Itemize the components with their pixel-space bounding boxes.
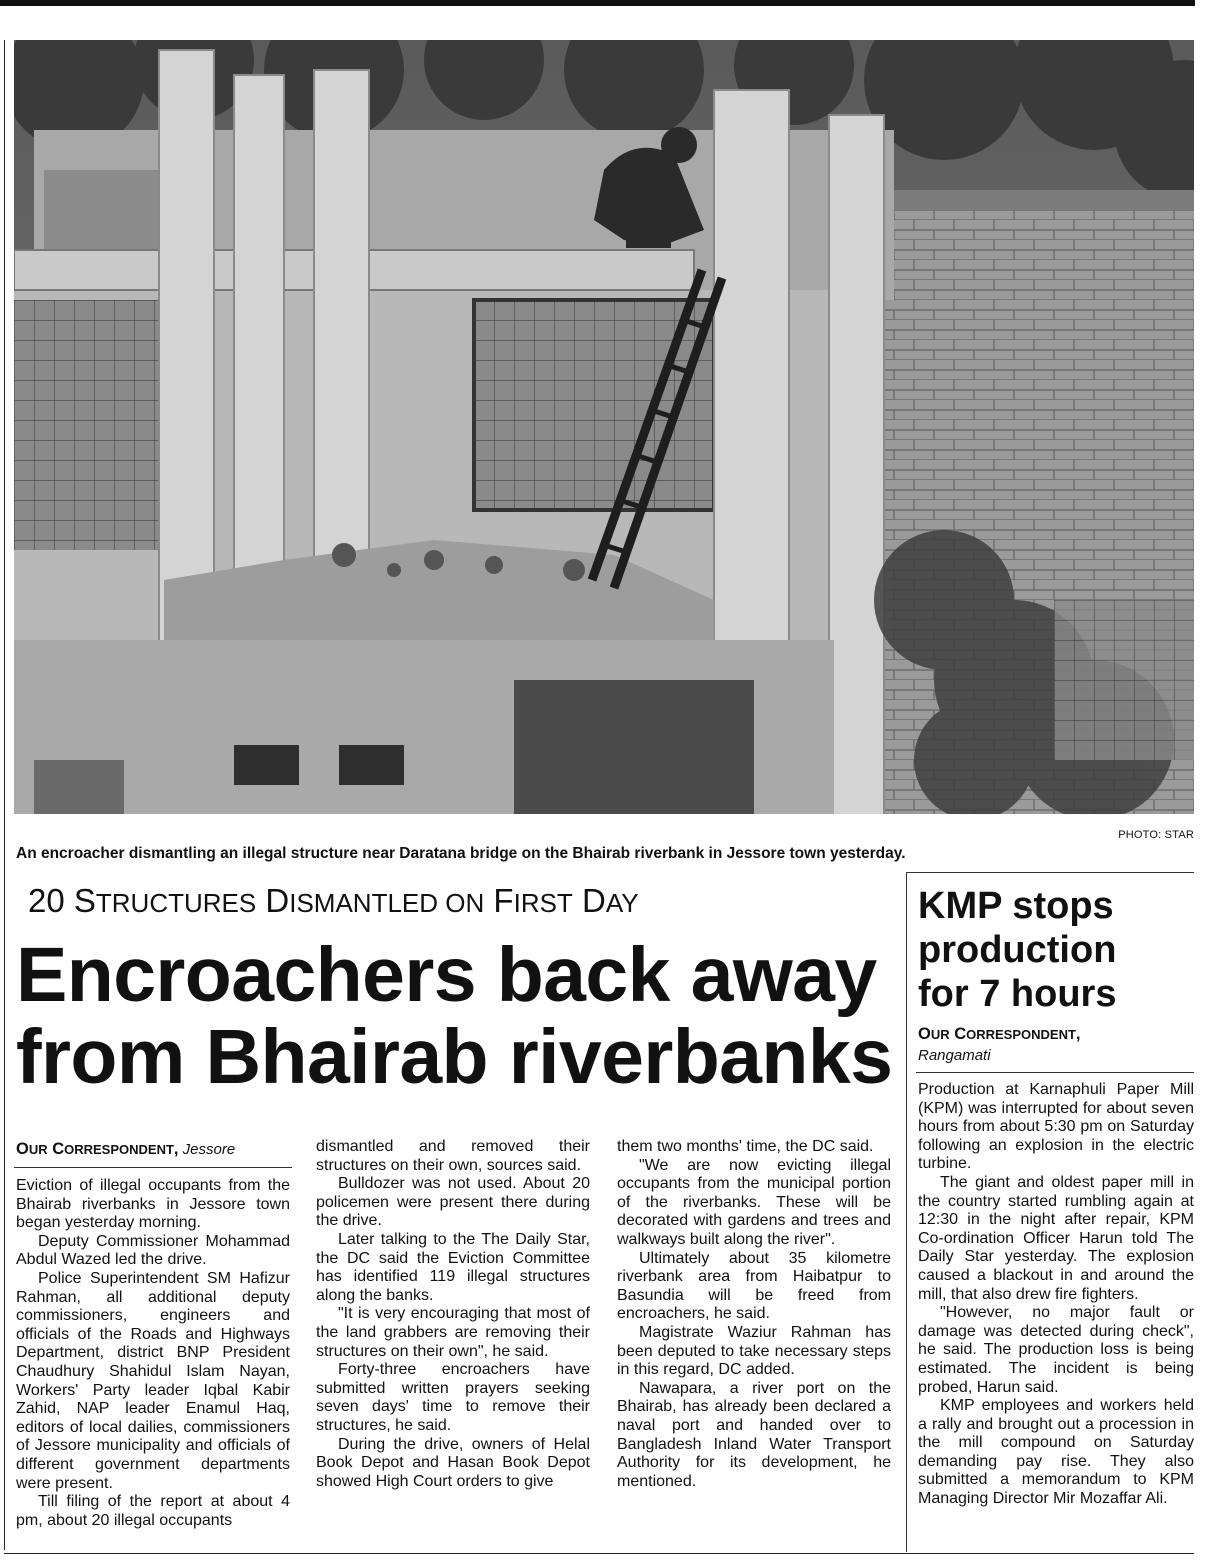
main-column-3: [617, 1138, 891, 1491]
paragraph: The giant and oldest paper mill in the country started rumbling again at 12:30 in the night after repair, KPM Co-ordination Officer Harun told The Daily Star yesterday. The explosion caused a blackout in and around the mill, that also drew fire fighters.: [918, 1173, 1194, 1303]
side-headline-line-2: production: [918, 929, 1117, 971]
main-column-2: [316, 1138, 590, 1491]
paragraph: "It is very encouraging that most of the land grabbers are removing their structures on their own", he said.: [316, 1305, 590, 1360]
paragraph: Magistrate Waziur Rahman has been deputed to take necessary steps in this regard, DC added.: [617, 1323, 891, 1379]
side-headline-line-1: KMP stops: [918, 885, 1114, 927]
side-byline-rule: [916, 1072, 1194, 1073]
side-column: [918, 1081, 1194, 1509]
paragraph: "However, no major fault or damage was detected during check", he said. The production loss is being estimated. The incident is being probed, Harun said.: [918, 1304, 1194, 1396]
paragraph: Till filing of the report at about 4 pm, about 20 illegal occupants: [16, 1493, 290, 1529]
paragraph: Bulldozer was not used. About 20 policemen were present there during the drive.: [316, 1175, 590, 1230]
doorway: [514, 680, 754, 814]
paragraph: During the drive, owners of Helal Book Depot and Hasan Book Depot showed High Court orders to give: [316, 1435, 590, 1490]
bottom-rule: [4, 1553, 1194, 1554]
side-byline: OUR CORRESPONDENT, Rangamati: [918, 1025, 1081, 1064]
main-headline: [16, 934, 892, 1098]
side-headline: [918, 884, 1116, 1016]
paragraph: Nawapara, a river port on the Bhairab, has already been declared a naval port and handed over to Bangladesh Inland Water Transport Authority for its development, he mentioned.: [617, 1379, 891, 1490]
paragraph: KMP employees and workers held a rally and brought out a procession in the mill compound on Saturday demanding pay rise. They also submitted a memorandum to KPM Managing Director Mir Mozaffar Ali.: [918, 1397, 1194, 1508]
paragraph: Forty-three encroachers have submitted written prayers seeking seven days' time to remove their structures, he said.: [316, 1361, 590, 1434]
paragraph: Police Superintendent SM Hafizur Rahman, all additional deputy commissioners, engineers and officials of the Roads and Highways Department, district BNP President Chaudhury Shahidul Islam Nayan, Workers' Party leader Iqbal Kabir Zahid, NAP leader Enamul Haq, editors of local dailies, commissioners of Jessore municipality and officials of different government departments were present.: [16, 1269, 290, 1492]
byline-rule: [14, 1167, 292, 1168]
left-border-rule: [4, 40, 5, 1550]
paragraph: Production at Karnaphuli Paper Mill (KPM) was interrupted for about seven hours from about 5:30 pm on Saturday following an explosion in the electric turbine.: [918, 1081, 1194, 1173]
column-separator: [906, 872, 907, 1552]
side-top-rule: [906, 872, 1194, 873]
main-column-1: [16, 1177, 290, 1530]
photo-credit: PHOTO: STAR: [1118, 829, 1194, 841]
side-headline-line-3: for 7 hours: [918, 973, 1117, 1015]
main-byline: OUR CORRESPONDENT, Jessore: [16, 1140, 236, 1158]
main-headline-line-1: Encroachers back away: [16, 932, 877, 1018]
paragraph: Deputy Commissioner Mohammad Abdul Wazed led the drive.: [16, 1232, 290, 1269]
top-rule: [0, 0, 1195, 6]
news-photo: [14, 40, 1194, 814]
paragraph: Later talking to the The Daily Star, the DC said the Eviction Committee has identified 119 illegal structures along the banks.: [316, 1230, 590, 1304]
left-window-grid: [14, 300, 164, 550]
paragraph: dismantled and removed their structures on their own, sources said.: [316, 1138, 590, 1174]
photo-caption: An encroacher dismantling an illegal structure near Daratana bridge on the Bhairab riverbank in Jessore town yesterday.: [16, 845, 906, 862]
paragraph: Ultimately about 35 kilometre riverbank area from Haibatpur to Basundia will be freed from encroachers, he said.: [617, 1249, 891, 1323]
paragraph: them two months' time, the DC said.: [617, 1138, 874, 1155]
main-headline-line-2: from Bhairab riverbanks: [16, 1014, 893, 1100]
paragraph: "We are now evicting illegal occupants from the municipal portion of the riverbanks. These will be decorated with gardens and trees and walkways built along the river".: [617, 1156, 891, 1248]
main-kicker: 20 STRUCTURES DISMANTLED ON FIRST DAY: [28, 882, 639, 919]
paragraph: Eviction of illegal occupants from the Bhairab riverbanks in Jessore town began yesterday morning.: [16, 1177, 290, 1232]
